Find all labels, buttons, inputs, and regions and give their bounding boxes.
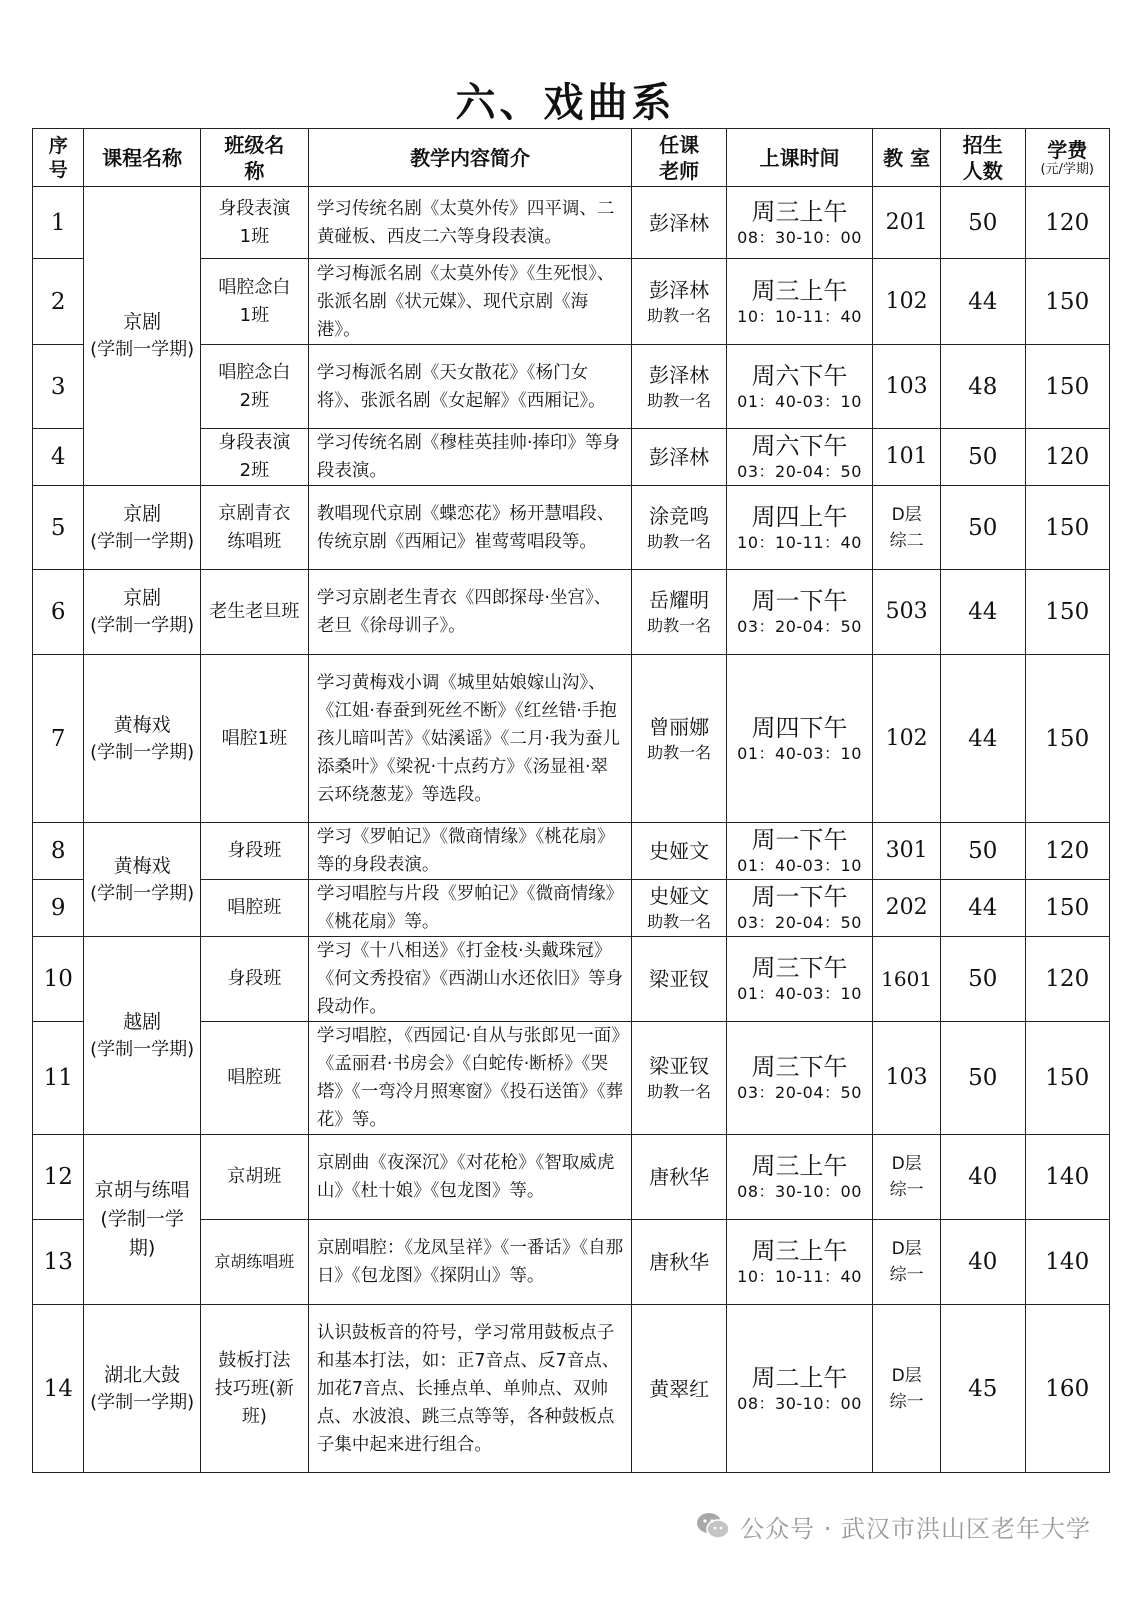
course-title: 京胡与练唱(学制一学期) — [94, 1179, 190, 1259]
class-day: 周四下午 — [751, 713, 848, 742]
class-day: 周六下午 — [751, 432, 848, 460]
row-seq: 7 — [33, 655, 84, 823]
enrollment: 50 — [941, 187, 1025, 259]
class-day: 周三上午 — [751, 1237, 848, 1265]
class-hours: 03：20-04：50 — [737, 913, 862, 932]
room: 503 — [873, 570, 941, 655]
class-time — [726, 187, 872, 259]
class-hours: 08：30-10：00 — [737, 227, 862, 247]
header-teacher: 任课老师 — [632, 129, 727, 187]
room: D层综一 — [873, 1220, 941, 1305]
class-hours: 10：10-11：40 — [737, 306, 862, 326]
row-seq: 11 — [33, 1022, 84, 1135]
tuition: 150 — [1025, 880, 1109, 937]
teacher-name: 史娅文 — [649, 839, 710, 863]
class-name: 身段班 — [200, 937, 308, 1022]
assistant-note: 助教一名 — [647, 531, 712, 551]
class-time — [726, 1135, 872, 1220]
room: D层综二 — [873, 486, 941, 570]
class-day: 周三上午 — [751, 197, 848, 226]
teacher — [632, 570, 727, 655]
content-desc: 学习唱腔，《西园记·自从与张郎见一面》《孟丽君·书房会》《白蛇传·断桥》《哭塔》《一弯冷月照寒窗》《投石送笛》《葬花》等。 — [308, 1022, 631, 1135]
class-day: 周一下午 — [751, 826, 848, 854]
class-hours: 01：40-03：10 — [737, 856, 862, 875]
course-title: 黄梅戏 — [113, 713, 171, 736]
tuition: 140 — [1025, 1135, 1109, 1220]
tuition: 160 — [1025, 1305, 1109, 1473]
class-hours: 01：40-03：10 — [737, 391, 862, 411]
class-hours: 03：20-04：50 — [737, 617, 862, 636]
room: D层综一 — [873, 1135, 941, 1220]
class-name: 京剧青衣练唱班 — [200, 486, 308, 570]
assistant-note: 助教一名 — [647, 742, 712, 762]
row-seq: 13 — [33, 1220, 84, 1305]
class-name: 唱腔班 — [200, 1022, 308, 1135]
assistant-note: 助教一名 — [647, 1082, 712, 1101]
class-hours: 08：30-10：00 — [737, 1393, 862, 1413]
teacher — [632, 345, 727, 429]
class-day: 周一下午 — [751, 883, 848, 911]
course-duration: (学制一学期) — [90, 1038, 195, 1060]
class-name: 身段表演2班 — [200, 429, 308, 486]
enrollment: 50 — [941, 486, 1025, 570]
teacher — [632, 1220, 727, 1305]
header-class: 班级名称 — [200, 129, 308, 187]
teacher-name: 唐秋华 — [649, 1165, 710, 1189]
teacher-name: 彭泽林 — [649, 210, 710, 235]
enrollment: 45 — [941, 1305, 1025, 1473]
header-course: 课程名称 — [84, 129, 200, 187]
content-desc: 学习传统名剧《穆桂英挂帅·捧印》等身段表演。 — [308, 429, 631, 486]
teacher — [632, 1022, 727, 1135]
class-day: 周三下午 — [751, 1053, 848, 1081]
content-desc: 学习传统名剧《太莫外传》四平调、二黄碰板、西皮二六等身段表演。 — [308, 187, 631, 259]
header-fee-unit: (元/学期) — [1040, 161, 1095, 177]
course-name — [84, 937, 200, 1135]
class-day: 周三下午 — [751, 954, 848, 982]
course-title: 京剧 — [123, 502, 162, 525]
content-desc: 学习黄梅戏小调《城里姑娘嫁山沟》、《江姐·春蚕到死丝不断》《红丝错·手抱孩儿暗叫苦》《姑溪谣》《二月·我为蚕儿添桑叶》《梁祝·十点药方》《汤显祖·翠云环绕葱茏》等选段。 — [308, 655, 631, 823]
course-title: 京剧 — [123, 311, 162, 333]
class-name: 唱腔念白1班 — [200, 259, 308, 345]
course-name — [84, 570, 200, 655]
content-desc: 京剧唱腔：《龙凤呈祥》《一番话》《自那日》《包龙图》《探阴山》等。 — [308, 1220, 631, 1305]
course-duration: (学制一学期) — [90, 530, 195, 552]
tuition: 150 — [1025, 655, 1109, 823]
class-name: 唱腔1班 — [200, 655, 308, 823]
table-row — [33, 1305, 1110, 1473]
table-row — [33, 823, 1110, 880]
teacher — [632, 259, 727, 345]
assistant-note: 助教一名 — [647, 390, 712, 410]
tuition: 120 — [1025, 823, 1109, 880]
content-desc: 学习唱腔与片段《罗帕记》《微商情缘》《桃花扇》等。 — [308, 880, 631, 937]
header-enroll: 招生人数 — [941, 129, 1025, 187]
wechat-icon — [696, 1511, 730, 1541]
content-desc: 教唱现代京剧《蝶恋花》杨开慧唱段、传统京剧《西厢记》崔莺莺唱段等。 — [308, 486, 631, 570]
enrollment: 40 — [941, 1135, 1025, 1220]
class-hours: 03：20-04：50 — [737, 462, 862, 481]
teacher-name: 梁亚钗 — [649, 1054, 710, 1078]
enrollment: 44 — [941, 570, 1025, 655]
class-hours: 01：40-03：10 — [737, 984, 862, 1003]
header-row — [33, 129, 1110, 187]
class-time — [726, 1022, 872, 1135]
row-seq: 8 — [33, 823, 84, 880]
course-name — [84, 486, 200, 570]
page-title: 六、戏曲系 — [455, 79, 676, 126]
row-seq: 2 — [33, 259, 84, 345]
room: 103 — [873, 1022, 941, 1135]
class-day: 周三上午 — [751, 276, 848, 305]
header-fee — [1025, 129, 1109, 187]
teacher — [632, 937, 727, 1022]
row-seq: 5 — [33, 486, 84, 570]
class-name: 身段表演1班 — [200, 187, 308, 259]
class-name: 京胡班 — [200, 1135, 308, 1220]
room: 101 — [873, 429, 941, 486]
course-table — [32, 128, 1110, 1473]
class-time — [726, 1305, 872, 1473]
assistant-note: 助教一名 — [647, 912, 712, 931]
course-duration: (学制一学期) — [90, 1391, 195, 1413]
content-desc: 学习梅派名剧《天女散花》《杨门女将》、张派名剧《女起解》《西厢记》。 — [308, 345, 631, 429]
enrollment: 50 — [941, 823, 1025, 880]
enrollment: 48 — [941, 345, 1025, 429]
class-time — [726, 486, 872, 570]
teacher — [632, 187, 727, 259]
footer-text: 公众号 · 武汉市洪山区老年大学 — [740, 1514, 1091, 1543]
tuition: 120 — [1025, 937, 1109, 1022]
watermark-footer — [696, 1506, 1091, 1546]
class-name: 唱腔班 — [200, 880, 308, 937]
header-time: 上课时间 — [726, 129, 872, 187]
enrollment: 44 — [941, 655, 1025, 823]
teacher-name: 岳耀明 — [649, 588, 710, 612]
class-day: 周六下午 — [751, 361, 848, 390]
course-name — [84, 1305, 200, 1473]
class-time — [726, 429, 872, 486]
class-time — [726, 937, 872, 1022]
room: 1601 — [873, 937, 941, 1022]
course-title: 越剧 — [123, 1010, 162, 1033]
table-row — [33, 570, 1110, 655]
header-room: 教 室 — [873, 129, 941, 187]
row-seq: 4 — [33, 429, 84, 486]
assistant-note: 助教一名 — [647, 616, 712, 635]
header-content: 教学内容简介 — [308, 129, 631, 187]
class-name: 身段班 — [200, 823, 308, 880]
class-time — [726, 570, 872, 655]
row-seq: 10 — [33, 937, 84, 1022]
class-day: 周三上午 — [751, 1152, 848, 1180]
tuition: 150 — [1025, 259, 1109, 345]
teacher — [632, 486, 727, 570]
teacher — [632, 880, 727, 937]
teacher-name: 史娅文 — [649, 884, 710, 908]
enrollment: 50 — [941, 937, 1025, 1022]
content-desc: 学习《罗帕记》《微商情缘》《桃花扇》等的身段表演。 — [308, 823, 631, 880]
teacher — [632, 429, 727, 486]
enrollment: 40 — [941, 1220, 1025, 1305]
class-time — [726, 823, 872, 880]
header-fee-label: 学费 — [1047, 137, 1088, 162]
teacher-name: 涂竞鸣 — [649, 503, 710, 528]
tuition: 150 — [1025, 570, 1109, 655]
teacher-name: 彭泽林 — [649, 445, 710, 469]
row-seq: 1 — [33, 187, 84, 259]
enrollment: 44 — [941, 259, 1025, 345]
tuition: 140 — [1025, 1220, 1109, 1305]
row-seq: 6 — [33, 570, 84, 655]
class-hours: 08：30-10：00 — [737, 1182, 862, 1201]
class-name: 唱腔念白2班 — [200, 345, 308, 429]
tuition: 120 — [1025, 429, 1109, 486]
room: 103 — [873, 345, 941, 429]
room: 202 — [873, 880, 941, 937]
teacher-name: 彭泽林 — [649, 277, 710, 302]
content-desc: 学习梅派名剧《太莫外传》《生死恨》、张派名剧《状元媒》、现代京剧《海港》。 — [308, 259, 631, 345]
course-duration: (学制一学期) — [90, 741, 195, 763]
teacher-name: 曾丽娜 — [649, 714, 710, 739]
class-hours: 03：20-04：50 — [737, 1083, 862, 1102]
teacher — [632, 1305, 727, 1473]
class-hours: 01：40-03：10 — [737, 743, 862, 763]
class-name: 鼓板打法技巧班(新班) — [200, 1305, 308, 1473]
enrollment: 50 — [941, 429, 1025, 486]
content-desc: 京剧曲《夜深沉》《对花枪》《智取威虎山》《杜十娘》《包龙图》等。 — [308, 1135, 631, 1220]
course-name — [84, 1135, 200, 1305]
class-hours: 10：10-11：40 — [737, 532, 862, 552]
room: D层综一 — [873, 1305, 941, 1473]
table-row — [33, 187, 1110, 259]
teacher — [632, 655, 727, 823]
class-time — [726, 1220, 872, 1305]
course-name — [84, 187, 200, 486]
course-name — [84, 655, 200, 823]
course-title: 黄梅戏 — [113, 854, 171, 877]
tuition: 150 — [1025, 486, 1109, 570]
row-seq: 12 — [33, 1135, 84, 1220]
tuition: 150 — [1025, 1022, 1109, 1135]
class-time — [726, 880, 872, 937]
table-row — [33, 937, 1110, 1022]
class-time — [726, 259, 872, 345]
teacher-name: 梁亚钗 — [649, 967, 710, 991]
content-desc: 认识鼓板音的符号，学习常用鼓板点子和基本打法，如：正7音点、反7音点、加花7音点、长捶点单、单帅点、双帅点、水波浪、跳三点等等，各种鼓板点子集中起来进行组合。 — [308, 1305, 631, 1473]
class-time — [726, 345, 872, 429]
row-seq: 14 — [33, 1305, 84, 1473]
teacher — [632, 823, 727, 880]
class-name: 老生老旦班 — [200, 570, 308, 655]
teacher-name: 彭泽林 — [649, 362, 710, 387]
content-desc: 学习京剧老生青衣《四郎探母·坐宫》、老旦《徐母训子》。 — [308, 570, 631, 655]
enrollment: 50 — [941, 1022, 1025, 1135]
table-row — [33, 655, 1110, 823]
class-time — [726, 655, 872, 823]
course-duration: (学制一学期) — [90, 882, 195, 904]
table-row — [33, 486, 1110, 570]
tuition: 120 — [1025, 187, 1109, 259]
class-day: 周二上午 — [751, 1363, 848, 1392]
class-day: 周四上午 — [751, 502, 848, 531]
assistant-note: 助教一名 — [647, 305, 712, 325]
header-seq: 序号 — [33, 129, 84, 187]
table-row — [33, 1135, 1110, 1220]
course-title: 京剧 — [123, 587, 162, 609]
course-title: 湖北大鼓 — [104, 1363, 181, 1386]
class-name: 京胡练唱班 — [200, 1220, 308, 1305]
tuition: 150 — [1025, 345, 1109, 429]
room: 201 — [873, 187, 941, 259]
course-duration: (学制一学期) — [90, 339, 195, 360]
teacher-name: 黄翠红 — [649, 1376, 710, 1401]
room: 102 — [873, 655, 941, 823]
row-seq: 9 — [33, 880, 84, 937]
class-day: 周一下午 — [751, 587, 848, 615]
teacher-name: 唐秋华 — [649, 1250, 710, 1274]
enrollment: 44 — [941, 880, 1025, 937]
room: 102 — [873, 259, 941, 345]
teacher — [632, 1135, 727, 1220]
content-desc: 学习《十八相送》《打金枝·头戴珠冠》《何文秀投宿》《西湖山水还依旧》等身段动作。 — [308, 937, 631, 1022]
course-name — [84, 823, 200, 937]
room: 301 — [873, 823, 941, 880]
class-hours: 10：10-11：40 — [737, 1267, 862, 1286]
row-seq: 3 — [33, 345, 84, 429]
course-duration: (学制一学期) — [90, 615, 195, 636]
